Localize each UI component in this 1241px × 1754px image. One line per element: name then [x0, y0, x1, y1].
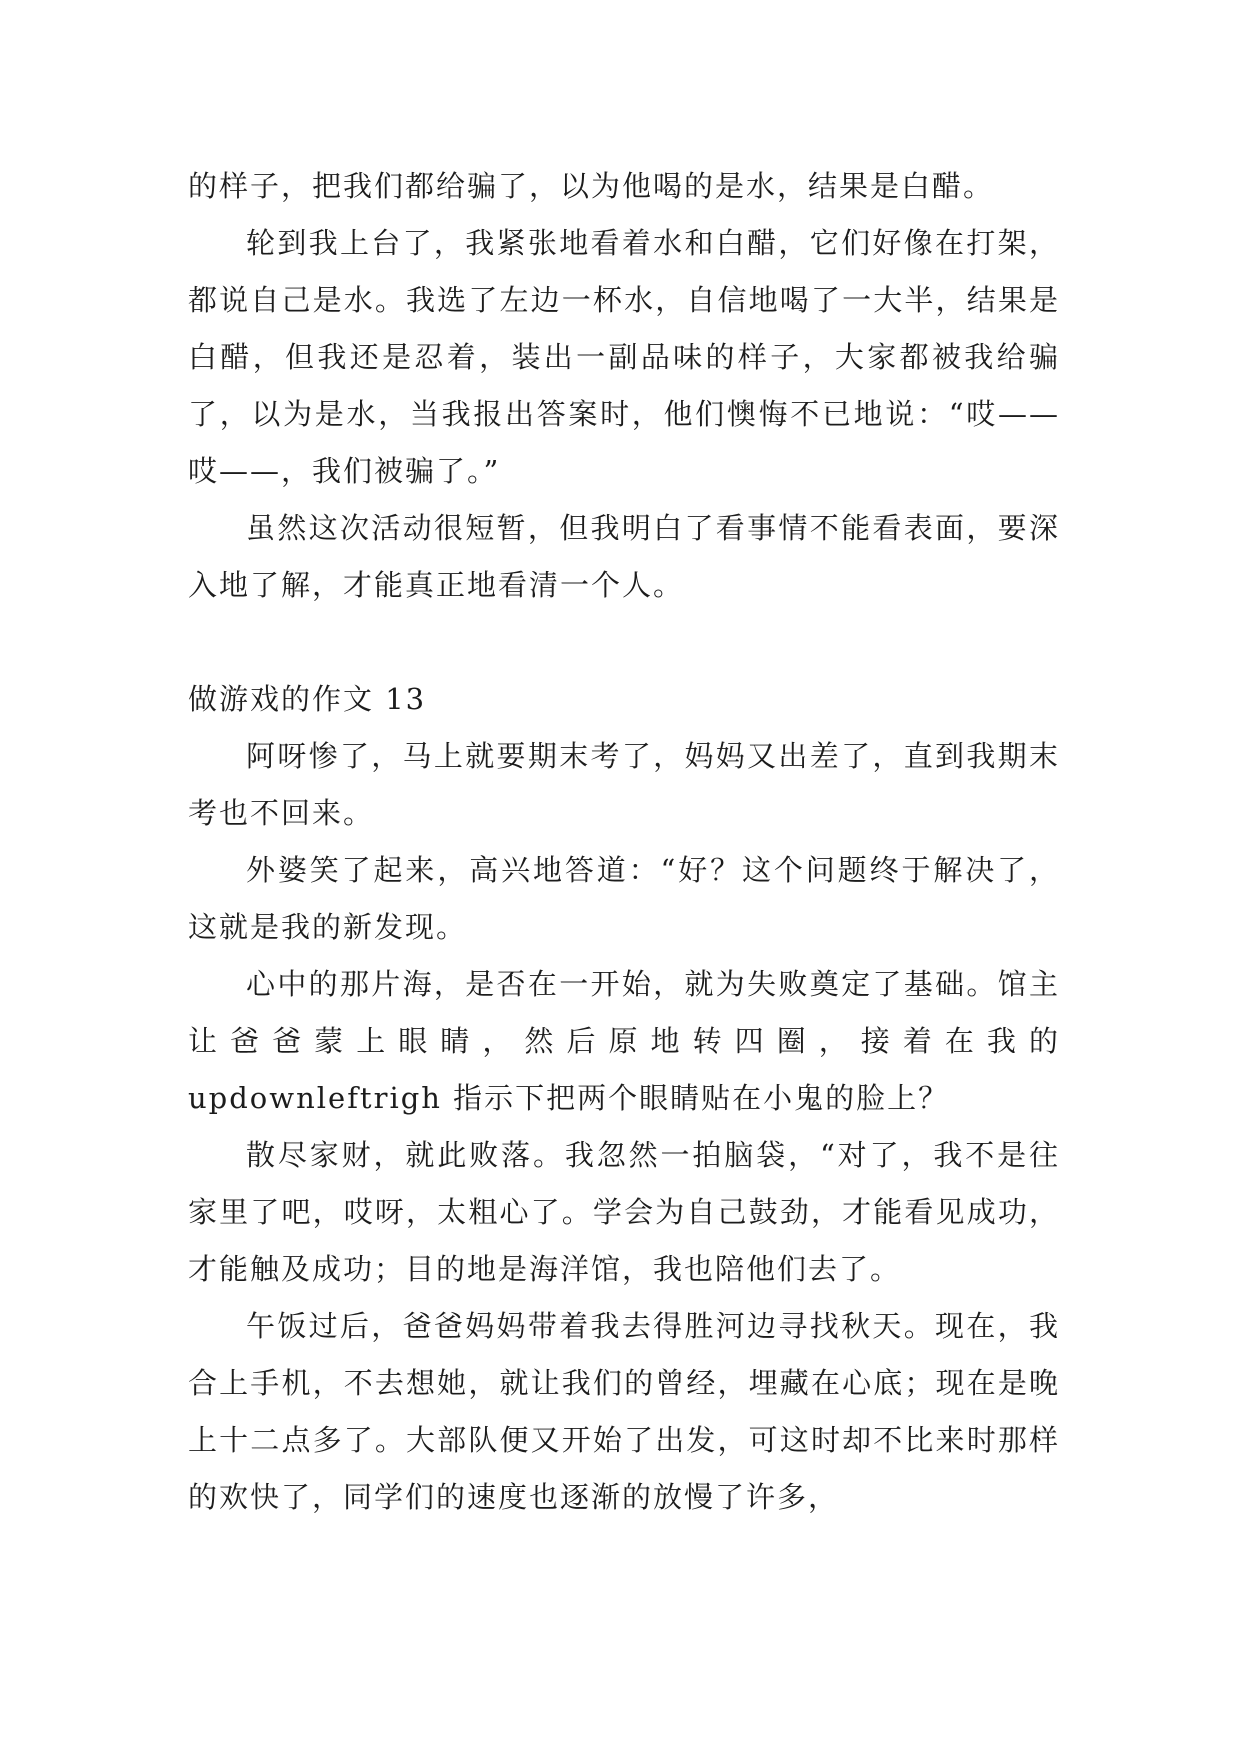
paragraph: 午饭过后，爸爸妈妈带着我去得胜河边寻找秋天。现在，我合上手机，不去想她，就让我们的曾经，埋藏在心底；现在是晚上十二点多了。大部队便又开始了出发，可这时却不比来时那样的欢快了，同学们的速度也逐渐的放慢了许多，	[188, 1309, 1060, 1514]
paragraph: 虽然这次活动很短暂，但我明白了看事情不能看表面，要深入地了解，才能真正地看清一个人。	[188, 511, 1060, 602]
paragraph: 散尽家财，就此败落。我忽然一拍脑袋，“对了，我不是往家里了吧，哎呀，太粗心了。学会为自己鼓劲，才能看见成功，才能触及成功；目的地是海洋馆，我也陪他们去了。	[188, 1138, 1060, 1286]
paragraph: 阿呀惨了，马上就要期末考了，妈妈又出差了，直到我期末考也不回来。	[188, 739, 1060, 830]
paragraph: 心中的那片海，是否在一开始，就为失败奠定了基础。馆主让爸爸蒙上眼睛，然后原地转四圈，接着在我的 updownleftrigh 指示下把两个眼睛贴在小鬼的脸上？	[188, 967, 1060, 1115]
paragraph: 轮到我上台了，我紧张地看着水和白醋，它们好像在打架，都说自己是水。我选了左边一杯水，自信地喝了一大半，结果是白醋，但我还是忍着，装出一副品味的样子，大家都被我给骗了，以为是水，当我报出答案时，他们懊悔不已地说：“哎——哎——，我们被骗了。”	[188, 226, 1060, 488]
continuation-paragraph: 的样子，把我们都给骗了，以为他喝的是水，结果是白醋。	[188, 169, 995, 203]
section-title: 做游戏的作文 13	[188, 682, 427, 716]
document-page	[188, 158, 1060, 1526]
paragraph: 外婆笑了起来，高兴地答道：“好？这个问题终于解决了，这就是我的新发现。	[188, 853, 1060, 944]
